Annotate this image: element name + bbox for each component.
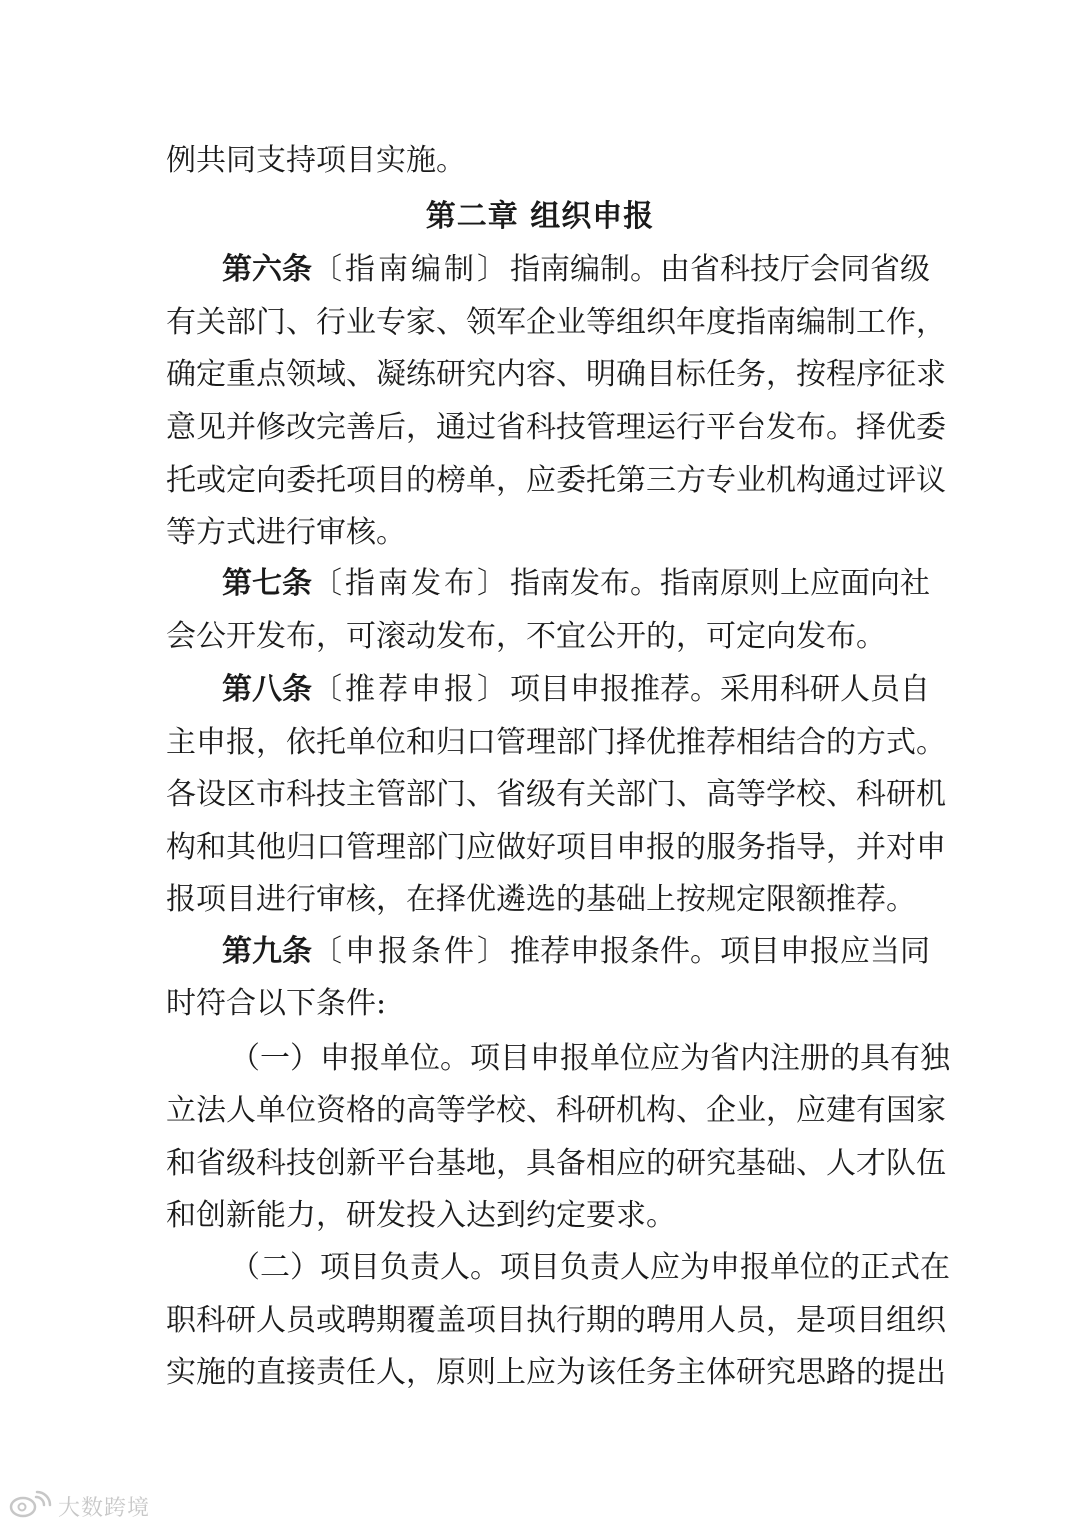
paragraph-line: 主申报，依托单位和归口管理部门择优推荐相结合的方式。 bbox=[166, 725, 946, 760]
paragraph-line: 各设区市科技主管部门、省级有关部门、高等学校、科研机 bbox=[166, 777, 946, 812]
article-number: 第六条 bbox=[222, 252, 312, 287]
paragraph-line: 和创新能力，研发投入达到约定要求。 bbox=[166, 1198, 676, 1233]
article-bracket-title: 〔指南发布〕 bbox=[312, 566, 510, 601]
paragraph-line: 时符合以下条件: bbox=[166, 986, 387, 1021]
article-9-first-line bbox=[222, 925, 930, 979]
paragraph-line: 会公开发布，可滚动发布，不宜公开的，可定向发布。 bbox=[166, 619, 886, 654]
paragraph-line: 职科研人员或聘期覆盖项目执行期的聘用人员，是项目组织 bbox=[166, 1303, 946, 1338]
item-2-first-line: （二）项目负责人。项目负责人应为申报单位的正式在 bbox=[230, 1250, 950, 1285]
article-text: 指南发布。指南原则上应面向社 bbox=[510, 566, 930, 601]
article-7-first-line bbox=[222, 557, 930, 611]
paragraph-line: 确定重点领域、凝练研究内容、明确目标任务，按程序征求 bbox=[166, 357, 946, 392]
article-text: 指南编制。由省科技厅会同省级 bbox=[510, 252, 930, 287]
item-1-first-line: （一）申报单位。项目申报单位应为省内注册的具有独 bbox=[230, 1041, 950, 1076]
article-bracket-title: 〔指南编制〕 bbox=[312, 252, 510, 287]
chapter-title: 第二章 组织申报 bbox=[425, 199, 655, 234]
paragraph-line: 和省级科技创新平台基地，具备相应的研究基础、人才队伍 bbox=[166, 1146, 946, 1181]
paragraph-line: 报项目进行审核，在择优遴选的基础上按规定限额推荐。 bbox=[166, 882, 916, 917]
paragraph-line: 等方式进行审核。 bbox=[166, 515, 406, 550]
watermark-text: 大数跨境 bbox=[58, 1495, 151, 1521]
paragraph-line: 构和其他归口管理部门应做好项目申报的服务指导，并对申 bbox=[166, 830, 946, 865]
article-6-first-line bbox=[222, 243, 930, 297]
article-number: 第八条 bbox=[222, 672, 312, 707]
paragraph-line: 实施的直接责任人，原则上应为该任务主体研究思路的提出 bbox=[166, 1355, 946, 1390]
article-text: 推荐申报条件。项目申报应当同 bbox=[510, 934, 930, 969]
paragraph-line: 例共同支持项目实施。 bbox=[166, 143, 466, 178]
article-8-first-line bbox=[222, 663, 930, 717]
paragraph-line: 立法人单位资格的高等学校、科研机构、企业，应建有国家 bbox=[166, 1093, 946, 1128]
article-number: 第七条 bbox=[222, 566, 312, 601]
article-bracket-title: 〔推荐申报〕 bbox=[312, 672, 510, 707]
article-bracket-title: 〔申报条件〕 bbox=[312, 934, 510, 969]
paragraph-line: 托或定向委托项目的榜单，应委托第三方专业机构通过评议 bbox=[166, 463, 946, 498]
article-text: 项目申报推荐。采用科研人员自 bbox=[510, 672, 930, 707]
weibo-logo-icon bbox=[8, 1489, 52, 1524]
watermark bbox=[8, 1489, 150, 1523]
paragraph-line: 有关部门、行业专家、领军企业等组织年度指南编制工作， bbox=[166, 305, 946, 340]
paragraph-line: 意见并修改完善后，通过省科技管理运行平台发布。择优委 bbox=[166, 410, 946, 445]
article-number: 第九条 bbox=[222, 934, 312, 969]
